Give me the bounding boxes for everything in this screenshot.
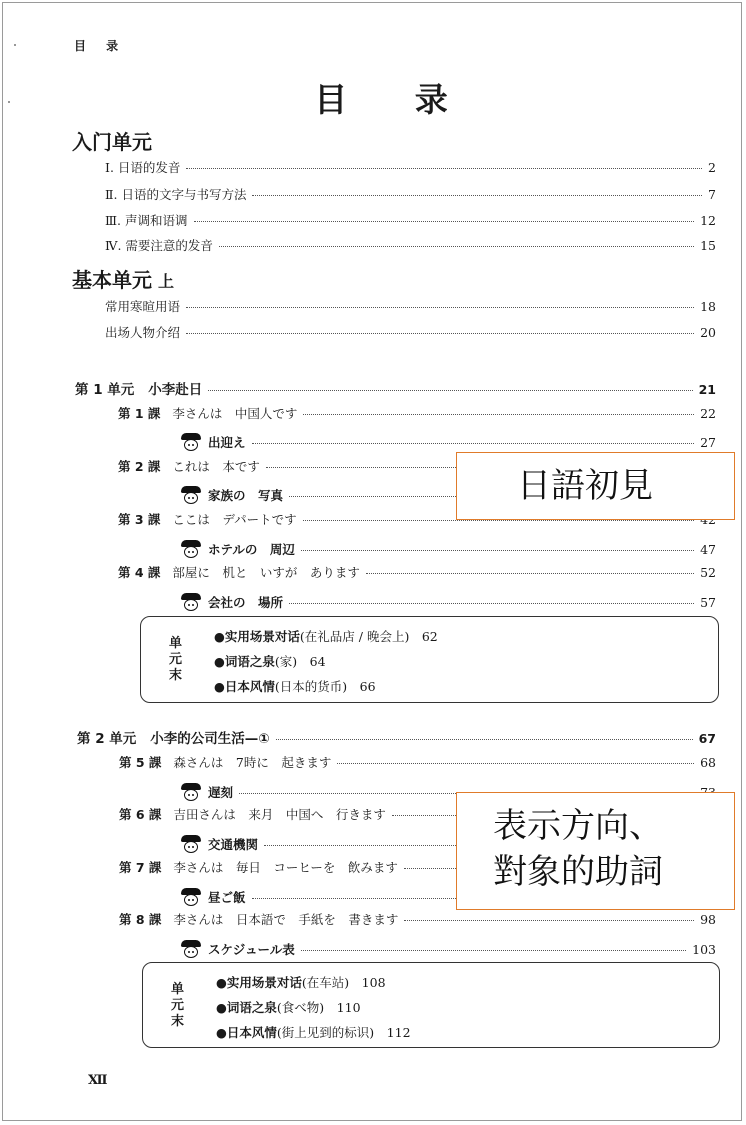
- chef-icon: [180, 593, 202, 611]
- toc-row[interactable]: Ⅳ. 需要注意的发音 15: [105, 238, 716, 253]
- unit-end-tag: 单元末: [169, 636, 183, 683]
- sub-row[interactable]: 出迎え 27: [180, 429, 716, 451]
- section-heading-intro: 入门单元: [72, 130, 152, 154]
- lesson-row[interactable]: 第 6 課 吉田さんは 来月 中国へ 行きます: [119, 805, 716, 823]
- unit-end-box: [142, 962, 720, 1048]
- lesson-row[interactable]: 第 8 課 李さんは 日本語で 手紙を 書きます 98: [119, 912, 716, 927]
- chef-icon: [180, 486, 202, 504]
- lesson-row[interactable]: 第 3 課 ここは デパートです: [118, 510, 716, 528]
- lesson-row[interactable]: 第 5 課 森さんは 7時に 起きます 68: [119, 755, 716, 770]
- sub-row[interactable]: 家族の 写真: [180, 482, 716, 504]
- lesson-row[interactable]: 第 4 課 部屋に 机と いすが あります 52: [118, 565, 716, 580]
- unit-row[interactable]: 第 2 单元 小李的公司生活—① 67: [77, 731, 716, 747]
- toc-row[interactable]: Ⅲ. 声调和语调 12: [105, 213, 716, 228]
- annotation-note-1: 日語初見: [456, 452, 735, 520]
- unit-end-item[interactable]: ●词语之泉(食べ物) 110: [216, 1000, 361, 1015]
- running-head: 目 录: [74, 39, 127, 53]
- unit-end-item[interactable]: ●实用场景对话(在礼品店 / 晚会上) 62: [214, 629, 438, 644]
- unit-end-item[interactable]: ●日本风情(日本的货币) 66: [214, 679, 376, 694]
- chef-icon: [180, 888, 202, 906]
- chef-icon: [180, 940, 202, 958]
- sub-row[interactable]: 昼ご飯: [180, 884, 716, 906]
- toc-row[interactable]: 出场人物介绍 20: [105, 325, 716, 340]
- sub-row[interactable]: スケジュール表 103: [180, 936, 716, 958]
- toc-row[interactable]: 常用寒暄用语 18: [105, 299, 716, 314]
- unit-end-tag: 单元末: [171, 982, 185, 1029]
- annotation-note-2-line2: 對象的助詞: [493, 852, 663, 892]
- chef-icon: [180, 540, 202, 558]
- sub-row[interactable]: 遅刻: [180, 779, 716, 801]
- scan-speck: [14, 44, 16, 46]
- lesson-row[interactable]: 第 2 課 これは 本です: [118, 457, 716, 475]
- unit-row[interactable]: 第 1 单元 小李赴日 21: [75, 382, 716, 398]
- lesson-row[interactable]: 第 1 課 李さんは 中国人です 22: [118, 406, 716, 421]
- lesson-row[interactable]: 第 7 課 李さんは 毎日 コーヒーを 飲みます: [119, 858, 716, 876]
- chef-icon: [180, 783, 202, 801]
- unit-end-item[interactable]: ●日本风情(街上见到的标识) 112: [216, 1025, 411, 1040]
- page-number: Ⅻ: [88, 1073, 108, 1088]
- chef-icon: [180, 835, 202, 853]
- toc-row[interactable]: Ⅱ. 日语的文字与书写方法 7: [105, 187, 716, 202]
- page-title: 目 录: [314, 80, 476, 119]
- annotation-note-2-line1: 表示方向、: [493, 806, 663, 846]
- unit-end-item[interactable]: ●词语之泉(家) 64: [214, 654, 326, 669]
- sub-row[interactable]: ホテルの 周辺 47: [180, 536, 716, 558]
- unit-end-item[interactable]: ●实用场景对话(在车站) 108: [216, 975, 386, 990]
- sub-row[interactable]: 会社の 場所 57: [180, 589, 716, 611]
- annotation-note-2: [456, 792, 735, 910]
- unit-end-box: [140, 616, 719, 703]
- toc-row[interactable]: Ⅰ. 日语的发音 2: [105, 160, 716, 175]
- chef-icon: [180, 433, 202, 451]
- sub-row[interactable]: 交通機関: [180, 831, 716, 853]
- section-heading-basic: 基本单元 上: [72, 268, 175, 292]
